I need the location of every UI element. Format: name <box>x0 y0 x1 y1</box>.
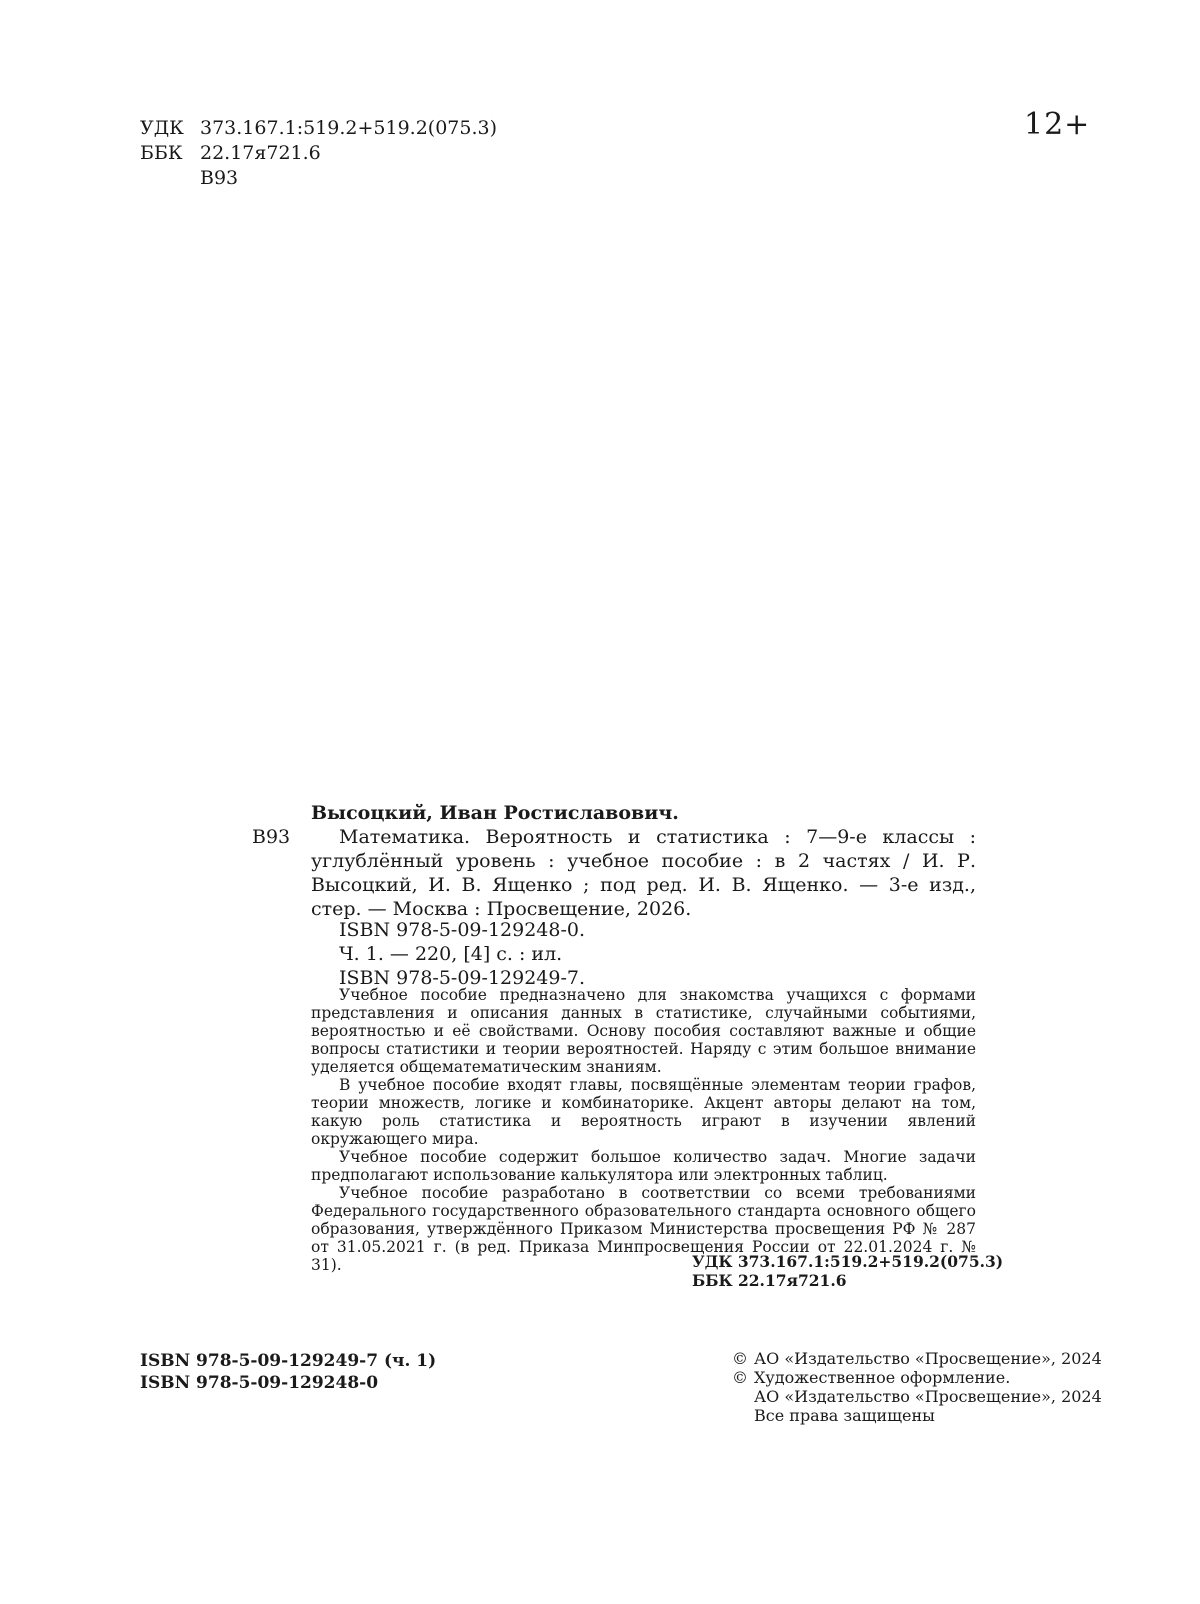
card-author: Высоцкий, Иван Ростиславович. <box>311 802 679 824</box>
card-title: Математика. Вероятность и статистика : 7—9-е классы : углублённый уровень : учебное пособие : в 2 частях / И. Р. Высоцкий, И. В. Ященко ; под ред. И. В. Ященко. — 3-е изд., стер. — Москва : Просвещение, 2026. <box>311 826 976 920</box>
footer-isbn-part: ISBN 978-5-09-129249-7 (ч. 1) <box>140 1351 437 1371</box>
age-rating: 12+ <box>1024 107 1091 142</box>
card-udc: УДК 373.167.1:519.2+519.2(075.3) <box>692 1252 1004 1271</box>
card-bbk: ББК 22.17я721.6 <box>692 1271 847 1290</box>
all-rights-reserved: Все права защищены <box>754 1406 935 1425</box>
copyright-design: Художественное оформление. <box>754 1368 1011 1387</box>
copyright-line <box>732 1349 1102 1368</box>
copyright-symbol: © <box>732 1368 748 1387</box>
bbk-label: ББК <box>140 142 183 164</box>
card-isbn-part: ISBN 978-5-09-129249-7. <box>339 967 586 989</box>
annotation-paragraph: Учебное пособие разработано в соответствии со всеми требованиями Федерального государственного образовательного стандарта основного общего образования, утверждённого Приказом Министерства просвещения РФ № 287 от 31.05.2021 г. (в ред. Приказа Минпросвещения России от 22.01.2024 г. № 31). <box>311 1184 976 1274</box>
copyright-line <box>732 1387 1102 1406</box>
card-isbn-general: ISBN 978-5-09-129248-0. <box>339 919 586 941</box>
copyright-line <box>732 1406 1102 1425</box>
classification-block <box>140 116 497 191</box>
footer-isbn-general: ISBN 978-5-09-129248-0 <box>140 1373 379 1393</box>
footer-isbn-block <box>140 1350 436 1394</box>
copyright-design-publisher: АО «Издательство «Просвещение», 2024 <box>754 1387 1102 1406</box>
bbk-value: 22.17я721.6 <box>200 142 321 164</box>
udc-value: 373.167.1:519.2+519.2(075.3) <box>200 117 498 139</box>
card-code: В93 <box>252 826 291 848</box>
author-mark: В93 <box>200 167 239 189</box>
annotation-paragraph: Учебное пособие предназначено для знакомства учащихся с формами представления и описания данных в статистике, случайными событиями, вероятностью и её свойствами. Основу пособия составляют важные и общие вопросы статистики и теории вероятностей. Наряду с этим большое внимание уделяется общематематическим знаниям. <box>311 986 976 1076</box>
annotation <box>311 986 976 1274</box>
annotation-paragraph: В учебное пособие входят главы, посвящённые элементам теории графов, теории множеств, логике и комбинаторике. Акцент авторы делают на том, какую роль статистика и вероятность играют в изучении явлений окружающего мира. <box>311 1076 976 1148</box>
copyright-publisher: АО «Издательство «Просвещение», 2024 <box>754 1349 1102 1368</box>
card-isbn-block <box>339 918 585 990</box>
annotation-paragraph: Учебное пособие содержит большое количество задач. Многие задачи предполагают использование калькулятора или электронных таблиц. <box>311 1148 976 1184</box>
card-classification-bottom <box>692 1252 1003 1290</box>
card-part: Ч. 1. — 220, [4] с. : ил. <box>339 943 563 965</box>
udc-line <box>140 116 497 141</box>
udc-label: УДК <box>140 117 184 139</box>
bbk-line <box>140 141 497 166</box>
copyright-block <box>732 1349 1102 1425</box>
copyright-symbol: © <box>732 1349 748 1368</box>
author-mark-line <box>140 166 497 191</box>
copyright-line <box>732 1368 1102 1387</box>
